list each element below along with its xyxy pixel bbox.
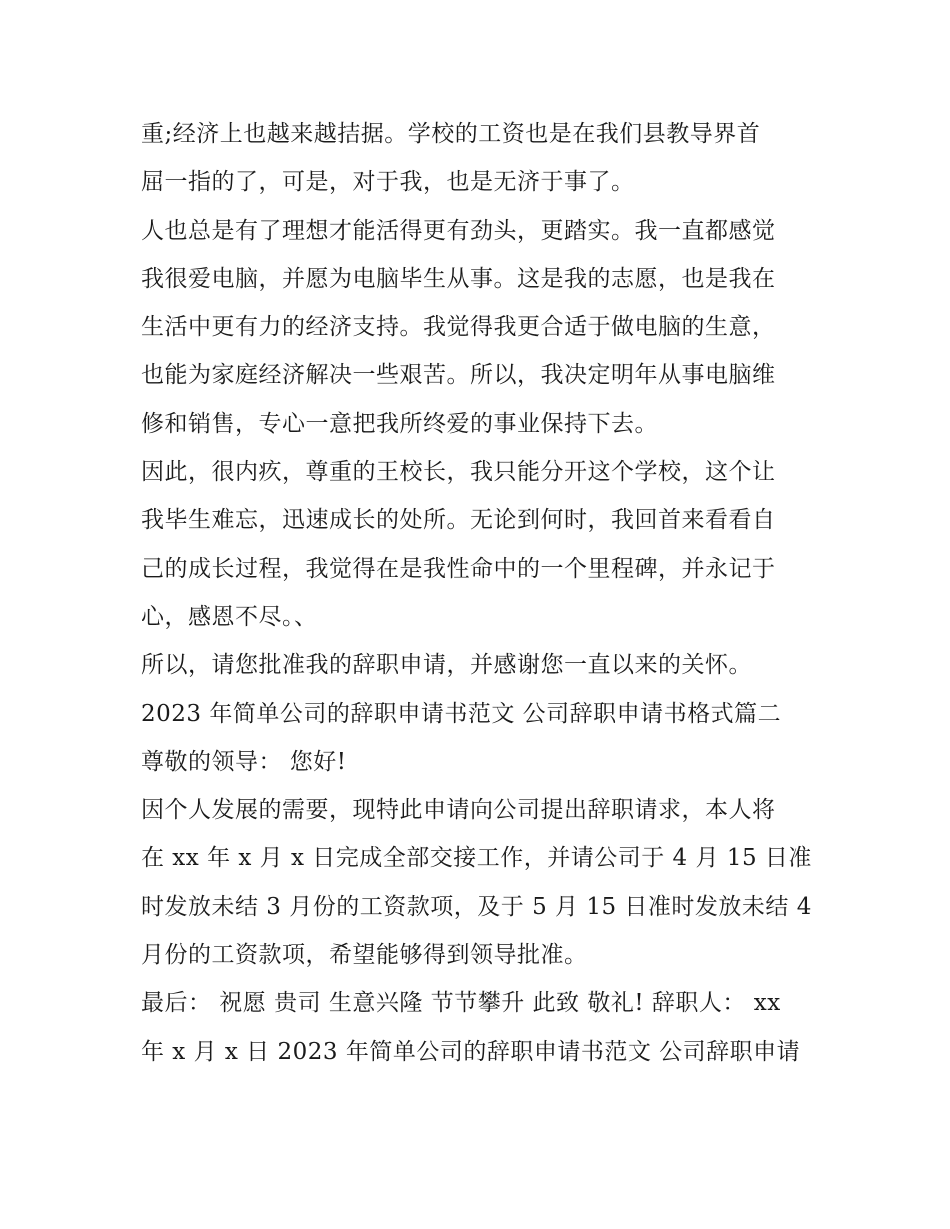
text-line: 时发放未结 3 月份的工资款项，及于 5 月 15 日准时发放未结 4: [141, 893, 812, 920]
text-line: 我毕生难忘，迅速成长的处所。无论到何时，我回首来看看自: [141, 507, 776, 534]
text-line: 我很爱电脑，并愿为电脑毕生从事。这是我的志愿，也是我在: [141, 265, 776, 292]
text-line: 人也总是有了理想才能活得更有劲头，更踏实。我一直都感觉: [141, 217, 776, 244]
text-line: 生活中更有力的经济支持。我觉得我更合适于做电脑的生意，: [141, 314, 776, 341]
text-line: 心，感恩不尽。、: [141, 603, 318, 630]
text-line: 所以，请您批准我的辞职申请，并感谢您一直以来的关怀。: [141, 652, 752, 679]
document-body: [141, 110, 821, 1076]
closing-line: 最后： 祝愿 贵司 生意兴隆 节节攀升 此致 敬礼! 辞职人： xx: [141, 990, 781, 1017]
section-heading: 2023 年简单公司的辞职申请书范文 公司辞职申请书格式篇二: [141, 700, 782, 727]
text-line: 月份的工资款项，希望能够得到领导批准。: [141, 942, 588, 969]
text-line: 己的成长过程，我觉得在是我性命中的一个里程碑，并永记于: [141, 555, 776, 582]
text-line: 因个人发展的需要，现特此申请向公司提出辞职请求，本人将: [141, 797, 776, 824]
text-line: 在 xx 年 x 月 x 日完成全部交接工作，并请公司于 4 月 15 日准: [141, 845, 812, 872]
text-line: 修和销售，专心一意把我所终爱的事业保持下去。: [141, 410, 658, 437]
salutation: 尊敬的领导： 您好!: [141, 748, 347, 775]
text-line: 因此，很内疚，尊重的王校长，我只能分开这个学校，这个让: [141, 459, 776, 486]
text-line: 屈一指的了，可是，对于我，也是无济于事了。: [141, 169, 635, 196]
text-line: 重;经济上也越来越拮据。学校的工资也是在我们县教导界首: [141, 121, 761, 147]
text-line: 也能为家庭经济解决一些艰苦。所以，我决定明年从事电脑维: [141, 362, 776, 389]
text-line: 年 x 月 x 日 2023 年简单公司的辞职申请书范文 公司辞职申请: [141, 1038, 801, 1065]
